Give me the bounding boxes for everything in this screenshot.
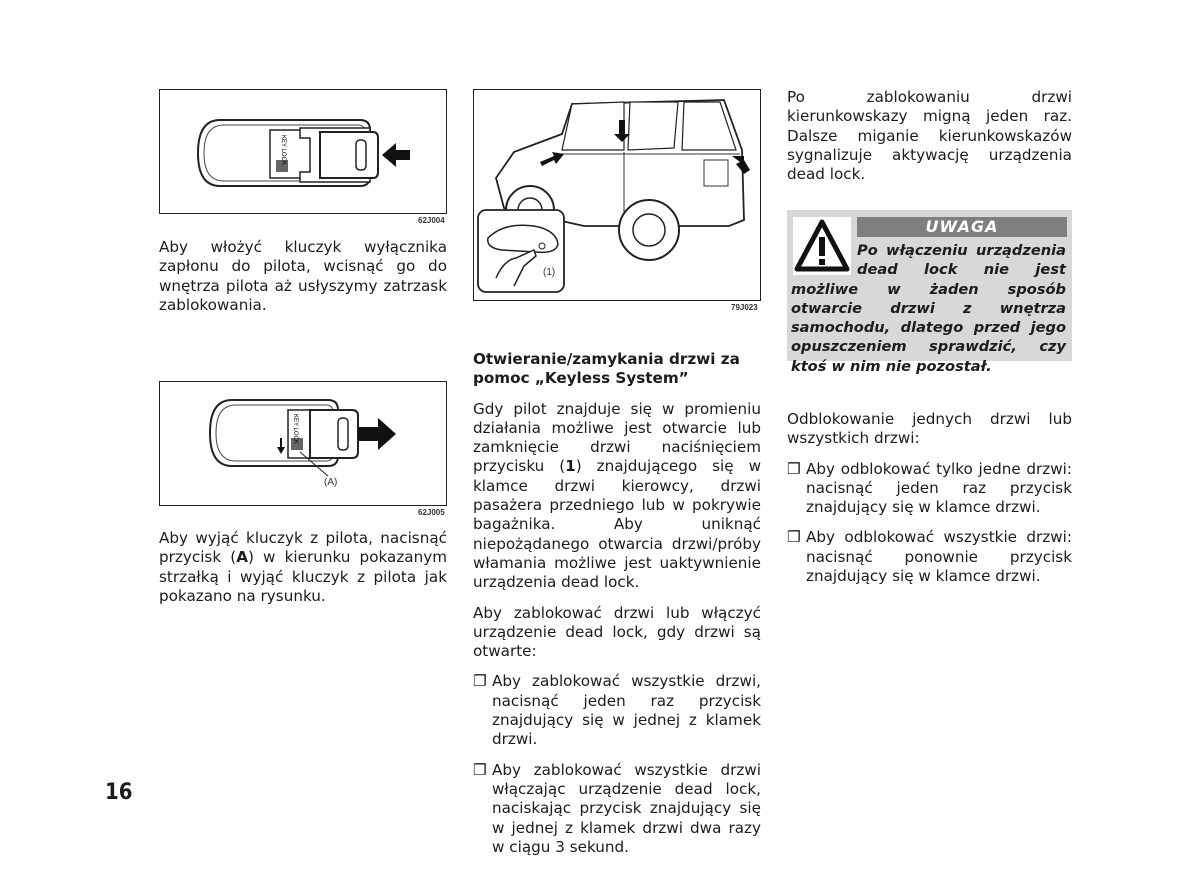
- indicator-paragraph: Po zablokowaniu drzwi kierunkowskazy migną jeden raz. Dalsze miganie kierunkowskazów sygnalizuje aktywację urządzenia dead lock.: [787, 88, 1072, 184]
- list-item: ❒ Aby zablokować wszystkie drzwi, nacisnąć jeden raz przycisk znajdujący się w jednej z klamek drzwi.: [473, 672, 761, 749]
- page-number: 16: [105, 780, 133, 805]
- svg-text:KEY LOCK: KEY LOCK: [292, 414, 298, 444]
- section-heading: Otwieranie/zamykania drzwi za pomoc „Keyless System”: [473, 350, 740, 388]
- middle-column: [473, 350, 761, 868]
- checkbox-bullet-icon: ❒: [787, 459, 801, 478]
- figure-code: 62J004: [418, 216, 445, 225]
- insert-key-illustration: [160, 90, 446, 213]
- checkbox-bullet-icon: ❒: [787, 528, 801, 547]
- figure-code: 79J023: [731, 303, 758, 312]
- figure-remove-key: [159, 381, 447, 517]
- list-item: ❒ Aby zablokować wszystkie drzwi włączając urządzenie dead lock, naciskając przycisk znajdujący się w jednej z klamek drzwi dwa razy w ciągu 3 sekund.: [473, 760, 761, 856]
- car-illustration: [474, 90, 760, 300]
- warning-title: UWAGA: [857, 217, 1067, 237]
- warning-box: [787, 210, 1072, 375]
- checkbox-bullet-icon: ❒: [473, 672, 487, 691]
- figure-insert-key: [159, 89, 447, 225]
- remove-key-paragraph: Aby wyjąć kluczyk z pilota, nacisnąć przycisk (A) w kierunku pokazanym strzałką i wyjąć kluczyk z pilota jak pokazano na rysunku.: [159, 529, 448, 605]
- keyless-paragraph: Gdy pilot znajduje się w promieniu działania możliwe jest otwarcie lub zamknięcie drzwi naciśnięciem przycisku (1) znajdującego się w klamce drzwi kierowcy, drzwi pasażera przedniego lub w pokrywie bagażnika. Aby uniknąć niepożądanego otwarcia drzwi/próby włamania możliwe jest uaktywnienie urządzenia dead lock.: [473, 399, 761, 592]
- right-text-1: [787, 88, 1072, 195]
- insert-key-paragraph: Aby włożyć kluczyk wyłącznika zapłonu do pilota, wcisnąć go do wnętrza pilota aż usłyszymy zatrzask zablokowania.: [159, 238, 447, 314]
- unlock-intro: Odblokowanie jednych drzwi lub wszystkich drzwi:: [787, 410, 1072, 448]
- callout-a: (A): [324, 477, 338, 488]
- left-text-2: [159, 529, 447, 617]
- warning-text: Po włączeniu urządzenia dead lock nie jest możliwe w żaden sposób otwarcie drzwi z wnętrza samochodu, dlatego przed jego opuszczeniem sprawdzić, czy ktoś w nim nie pozostał.: [791, 242, 1066, 375]
- key-lock-label: KEY LOCK: [280, 135, 286, 165]
- figure-code: 62J005: [418, 508, 445, 517]
- left-text-1: [159, 238, 447, 326]
- deadlock-intro: Aby zablokować drzwi lub włączyć urządzenie dead lock, gdy drzwi są otwarte:: [473, 603, 761, 661]
- checkbox-bullet-icon: ❒: [473, 760, 487, 779]
- list-item: ❒ Aby odblokować wszystkie drzwi: nacisnąć ponownie przycisk znajdujący się w klamce drzwi.: [787, 528, 1072, 586]
- list-item: ❒ Aby odblokować tylko jedne drzwi: nacisnąć jeden raz przycisk znajdujący się w klamce drzwi.: [787, 459, 1072, 517]
- figure-car-keyless: [473, 89, 761, 312]
- callout-1: (1): [543, 267, 556, 278]
- remove-key-illustration: [160, 382, 446, 505]
- right-text-2: [787, 410, 1072, 597]
